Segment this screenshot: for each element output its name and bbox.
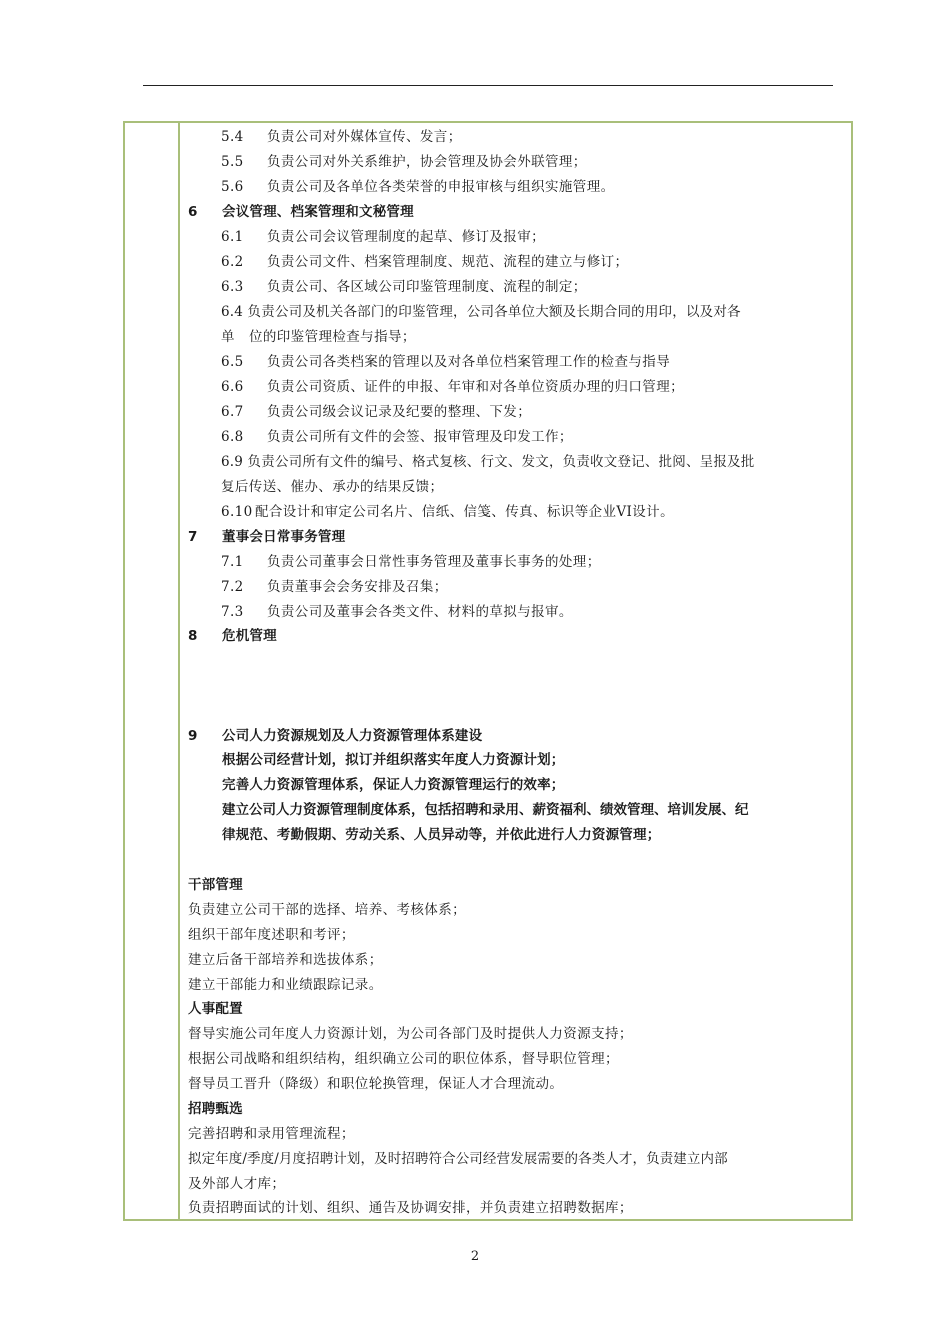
list-item: 6.5 负责公司各类档案的管理以及对各单位档案管理工作的检查与指导 (221, 354, 671, 370)
section-heading: 6 会议管理、档案管理和文秘管理 (188, 204, 414, 220)
text-line: 建立后备干部培养和选拔体系； (188, 952, 383, 968)
text-line: 督导实施公司年度人力资源计划，为公司各部门及时提供人力资源支持； (188, 1026, 633, 1042)
text-line: 组织干部年度述职和考评； (188, 927, 355, 943)
subsection-title: 招聘甄选 (188, 1101, 243, 1117)
list-item: 6.3 负责公司、各区域公司印鉴管理制度、流程的制定； (221, 279, 587, 295)
list-item: 7.1 负责公司董事会日常性事务管理及董事长事务的处理； (221, 554, 601, 570)
section-heading: 9 公司人力资源规划及人力资源管理体系建设 (188, 728, 483, 744)
list-item: 5.4 负责公司对外媒体宣传、发言； (221, 129, 462, 145)
list-item: 6.10 配合设计和审定公司名片、信纸、信笺、传真、标识等企业VI设计。 (221, 504, 674, 520)
list-item: 5.5 负责公司对外关系维护，协会管理及协会外联管理； (221, 154, 587, 170)
text-line: 及外部人才库； (188, 1176, 286, 1192)
text-line: 拟定年度/季度/月度招聘计划，及时招聘符合公司经营发展需要的各类人才，负责建立内部 (188, 1151, 728, 1167)
bold-paragraph: 根据公司经营计划，拟订并组织落实年度人力资源计划； (222, 752, 565, 768)
bold-paragraph: 完善人力资源管理体系，保证人力资源管理运行的效率； (222, 777, 565, 793)
list-item: 6.4 负责公司及机关各部门的印鉴管理，公司各单位大额及长期合同的用印，以及对各 (221, 304, 741, 320)
list-item: 6.2 负责公司文件、档案管理制度、规范、流程的建立与修订； (221, 254, 629, 270)
bold-paragraph: 律规范、考勤假期、劳动关系、人员异动等，并依此进行人力资源管理； (222, 827, 661, 843)
list-item: 6.9 负责公司所有文件的编号、格式复核、行文、发文，负责收文登记、批阅、呈报及批 (221, 454, 755, 470)
text-line: 完善招聘和录用管理流程； (188, 1126, 355, 1142)
text-line: 负责招聘面试的计划、组织、通告及协调安排，并负责建立招聘数据库； (188, 1200, 633, 1216)
list-item-continuation: 复后传送、催办、承办的结果反馈； (221, 479, 444, 495)
list-item: 6.1 负责公司会议管理制度的起草、修订及报审； (221, 229, 545, 245)
text-line: 督导员工晋升（降级）和职位轮换管理，保证人才合理流动。 (188, 1076, 564, 1092)
subsection-title: 干部管理 (188, 877, 243, 893)
header-rule (143, 85, 833, 86)
list-item-continuation: 单 位的印鉴管理检查与指导； (221, 329, 416, 345)
text-line: 根据公司战略和组织结构，组织确立公司的职位体系，督导职位管理； (188, 1051, 619, 1067)
section-heading: 8 危机管理 (188, 628, 277, 644)
list-item: 6.8 负责公司所有文件的会签、报审管理及印发工作； (221, 429, 573, 445)
list-item: 7.3 负责公司及董事会各类文件、材料的草拟与报审。 (221, 604, 573, 620)
text-line: 负责建立公司干部的选择、培养、考核体系； (188, 902, 466, 918)
list-item: 6.7 负责公司级会议记录及纪要的整理、下发； (221, 404, 532, 420)
subsection-title: 人事配置 (188, 1001, 243, 1017)
table-column-divider (178, 121, 180, 1221)
list-item: 6.6 负责公司资质、证件的申报、年审和对各单位资质办理的归口管理； (221, 379, 684, 395)
bold-paragraph: 建立公司人力资源管理制度体系，包括招聘和录用、薪资福利、绩效管理、培训发展、纪 (222, 802, 749, 818)
list-item: 7.2 负责董事会会务安排及召集； (221, 579, 448, 595)
section-heading: 7 董事会日常事务管理 (188, 529, 346, 545)
text-line: 建立干部能力和业绩跟踪记录。 (188, 977, 383, 993)
list-item: 5.6 负责公司及各单位各类荣誉的申报审核与组织实施管理。 (221, 179, 615, 195)
page-number: 2 (470, 1249, 480, 1264)
